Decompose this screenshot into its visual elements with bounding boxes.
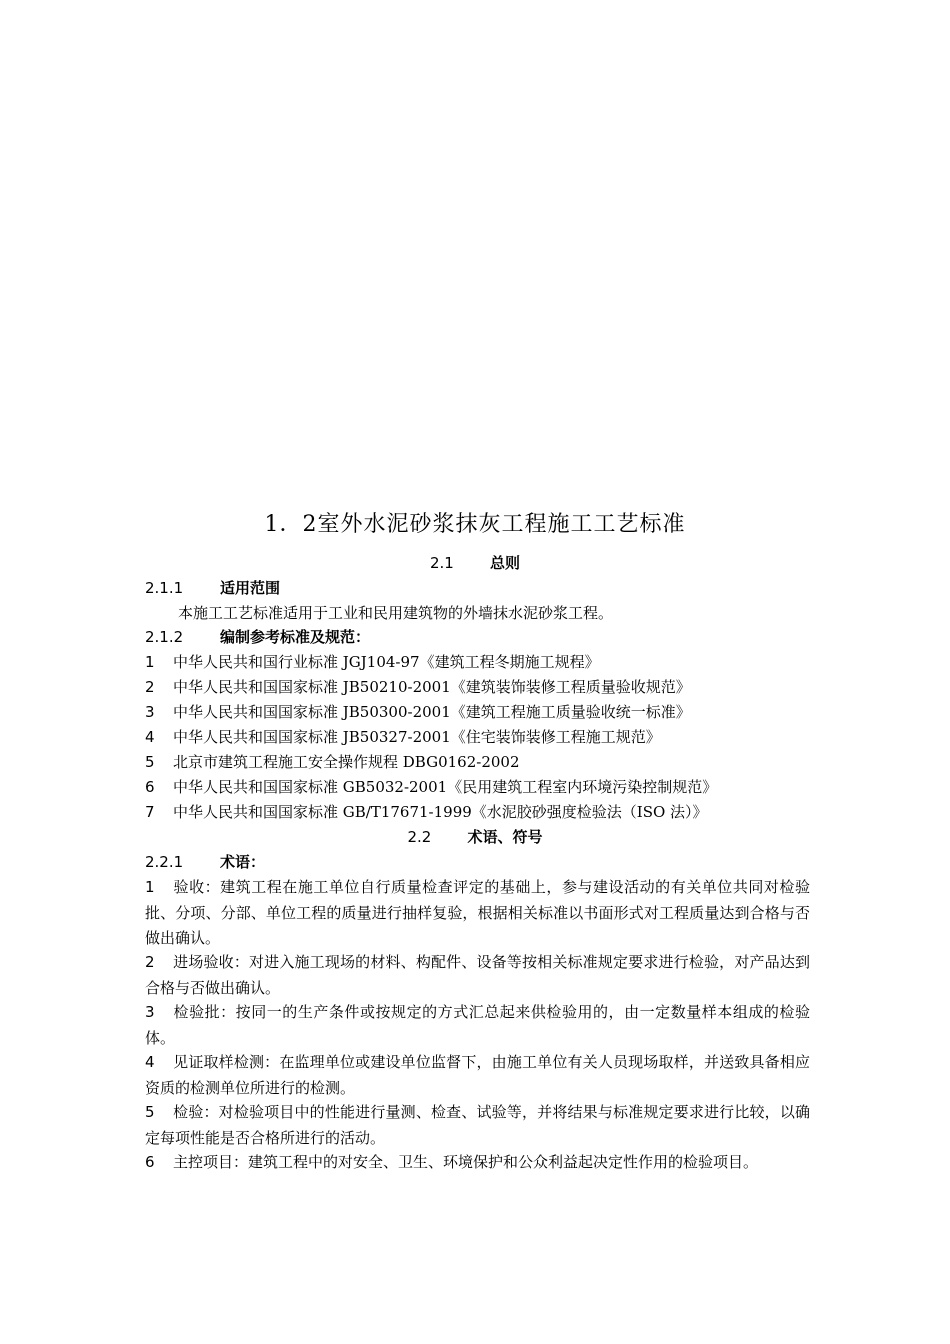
term-text: 见证取样检测：在监理单位或建设单位监督下，由施工单位有关人员现场取样，并送致具备相应资质的检测单位所进行的检测。	[145, 1053, 810, 1097]
reference-item	[145, 675, 691, 699]
term-number: 2	[145, 953, 155, 971]
term-number: 4	[145, 1053, 155, 1071]
section-heading-2-1	[0, 552, 950, 574]
section-number: 2.1	[429, 554, 454, 572]
reference-text: 中华人民共和国国家标准 GB/T17671-1999《水泥胶砂强度检验法（ISO 法）》	[173, 803, 708, 821]
reference-item	[145, 700, 691, 724]
term-number: 3	[145, 1003, 155, 1021]
reference-number: 7	[145, 803, 155, 821]
term-text: 主控项目：建筑工程中的对安全、卫生、环境保护和公众利益起决定性作用的检验项目。	[173, 1153, 759, 1171]
subsection-number: 2.2.1	[145, 853, 184, 871]
term-item	[145, 875, 810, 952]
term-number: 1	[145, 878, 155, 896]
reference-number: 6	[145, 778, 155, 796]
section-number: 2.2	[407, 828, 432, 846]
term-text: 检验批：按同一的生产条件或按规定的方式汇总起来供检验用的，由一定数量样本组成的检验体。	[145, 1003, 810, 1047]
term-item	[145, 1000, 810, 1051]
reference-text: 中华人民共和国国家标准 JB50327-2001《住宅装饰装修工程施工规范》	[173, 728, 661, 746]
reference-text: 中华人民共和国国家标准 JB50210-2001《建筑装饰装修工程质量验收规范》	[173, 678, 691, 696]
subsection-title: 术语：	[220, 853, 266, 871]
reference-text: 北京市建筑工程施工安全操作规程 DBG0162-2002	[173, 753, 520, 771]
reference-item	[145, 650, 600, 674]
reference-text: 中华人民共和国国家标准 JB50300-2001《建筑工程施工质量验收统一标准》	[173, 703, 691, 721]
reference-item	[145, 775, 717, 799]
subsection-title: 适用范围	[220, 579, 281, 597]
reference-number: 1	[145, 653, 155, 671]
subsection-number: 2.1.2	[145, 628, 184, 646]
section-title: 术语、符号	[467, 828, 543, 846]
reference-item	[145, 750, 520, 774]
reference-text: 中华人民共和国行业标准 JGJ104-97《建筑工程冬期施工规程》	[173, 653, 600, 671]
reference-item	[145, 725, 661, 749]
reference-text: 中华人民共和国国家标准 GB5032-2001《民用建筑工程室内环境污染控制规范》	[173, 778, 718, 796]
section-title: 总则	[489, 554, 520, 572]
term-item	[145, 1150, 810, 1176]
reference-number: 4	[145, 728, 155, 746]
term-item	[145, 950, 810, 1001]
term-text: 验收：建筑工程在施工单位自行质量检查评定的基础上，参与建设活动的有关单位共同对检验批、分项、分部、单位工程的质量进行抽样复验，根据相关标准以书面形式对工程质量达到合格与否做出确认。	[145, 878, 810, 947]
reference-number: 2	[145, 678, 155, 696]
subsection-heading-2-2-1	[145, 851, 265, 873]
term-item	[145, 1100, 810, 1151]
subsection-title: 编制参考标准及规范：	[220, 628, 371, 646]
reference-item	[145, 800, 708, 824]
term-text: 检验：对检验项目中的性能进行量测、检查、试验等，并将结果与标准规定要求进行比较，以确定每项性能是否合格所进行的活动。	[145, 1103, 810, 1147]
subsection-heading-2-1-1	[145, 577, 280, 599]
reference-number: 3	[145, 703, 155, 721]
scope-paragraph: 本施工工艺标准适用于工业和民用建筑物的外墙抹水泥砂浆工程。	[178, 604, 614, 622]
document-title: 1．2室外水泥砂浆抹灰工程施工工艺标准	[264, 512, 686, 537]
reference-number: 5	[145, 753, 155, 771]
term-number: 5	[145, 1103, 155, 1121]
section-heading-2-2	[0, 826, 950, 848]
term-item	[145, 1050, 810, 1101]
subsection-heading-2-1-2	[145, 626, 370, 648]
term-text: 进场验收：对进入施工现场的材料、构配件、设备等按相关标准规定要求进行检验，对产品达到合格与否做出确认。	[145, 953, 810, 997]
subsection-number: 2.1.1	[145, 579, 184, 597]
term-number: 6	[145, 1153, 155, 1171]
